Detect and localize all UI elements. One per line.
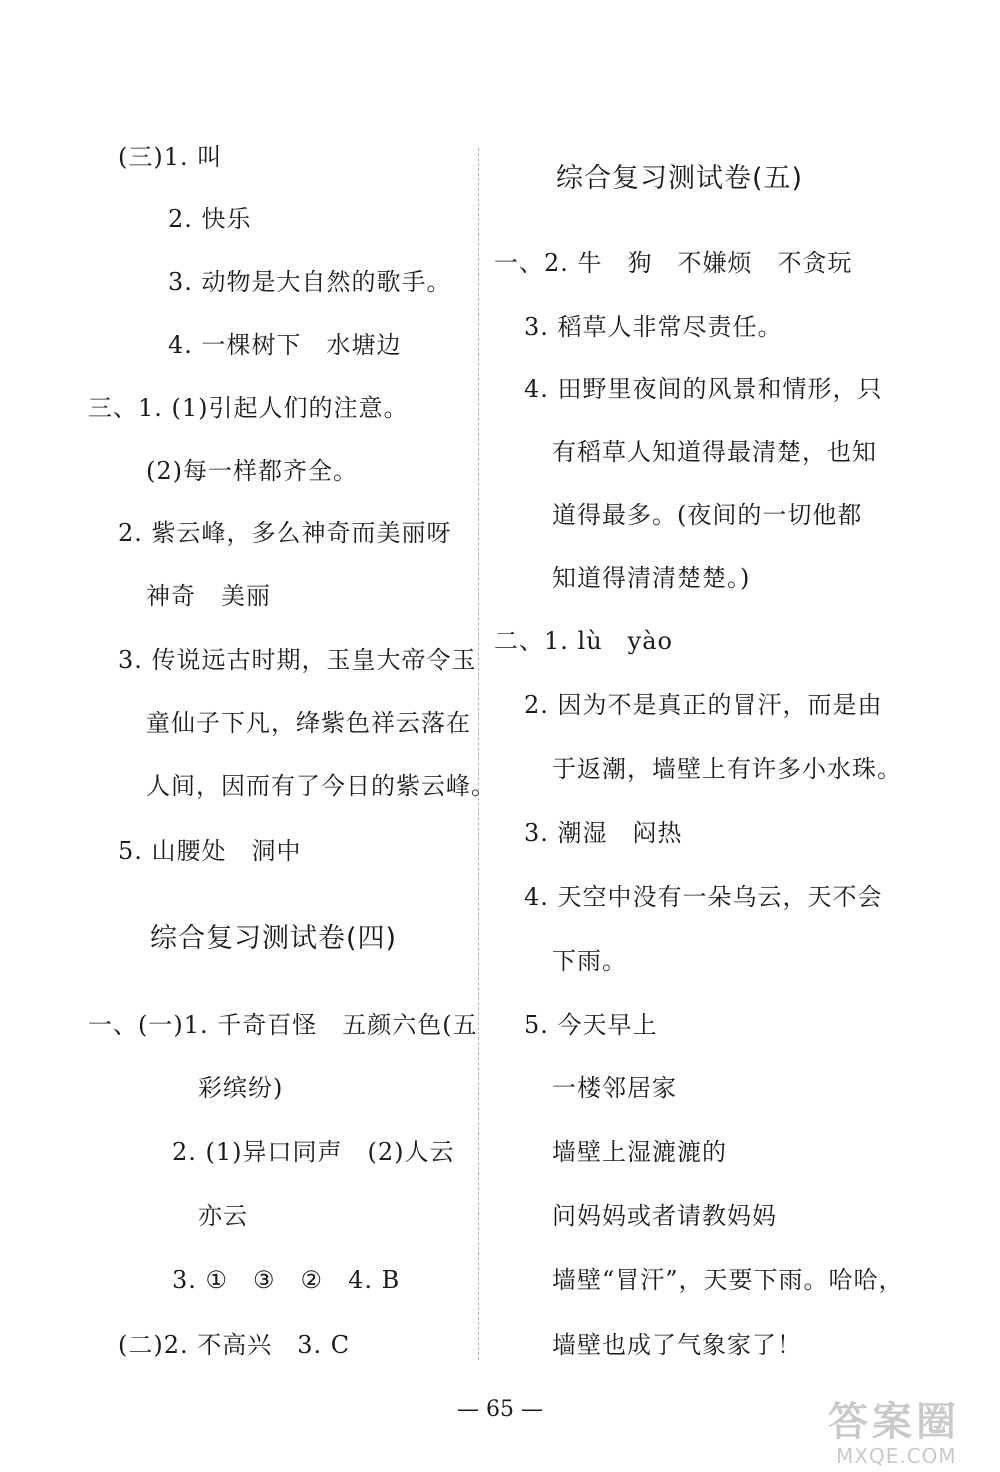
answer-line: 神奇 美丽: [146, 582, 271, 610]
answer-line: 2. 快乐: [168, 205, 252, 233]
answer-line: 知道得清清楚楚。): [552, 564, 751, 592]
answer-line: (三)1. 叫: [118, 143, 223, 171]
answer-line: 于返潮，墙壁上有许多小水珠。: [552, 755, 902, 783]
section-title: 综合复习测试卷(五): [556, 163, 804, 194]
watermark-logo: 答案圈: [828, 1399, 960, 1445]
answer-line: 墙壁“冒汗”，天要下雨。哈哈，: [552, 1266, 904, 1294]
answer-line: 3. 稻草人非常尽责任。: [524, 313, 783, 341]
answer-line: 3. 潮湿 闷热: [524, 819, 683, 847]
answer-line: 下雨。: [552, 947, 627, 975]
page-number: — 65 —: [457, 1397, 543, 1422]
answer-line: 道得最多。(夜间的一切他都: [552, 501, 863, 529]
answer-line: 一、(一)1. 千奇百怪 五颜六色(五: [88, 1011, 478, 1039]
answer-line: (二)2. 不高兴 3. C: [118, 1331, 351, 1359]
answer-line: 5. 山腰处 洞中: [118, 837, 302, 865]
answer-line: 墙壁也成了气象家了！: [552, 1331, 802, 1359]
answer-line: 三、1. (1)引起人们的注意。: [88, 394, 409, 422]
answer-line: 二、1. lù yào: [494, 627, 673, 655]
column-divider: [478, 148, 479, 1360]
section-title: 综合复习测试卷(四): [150, 923, 398, 954]
answer-line: 3. 动物是大自然的歌手。: [168, 268, 452, 296]
answer-line: 一、2. 牛 狗 不嫌烦 不贪玩: [494, 249, 853, 277]
answer-line: 童仙子下凡，绛紫色祥云落在: [146, 709, 471, 737]
answer-line: 4. 田野里夜间的风景和情形，只: [524, 375, 883, 403]
answer-line: 4. 一棵树下 水塘边: [168, 331, 402, 359]
answer-line: 4. 天空中没有一朵乌云，天不会: [524, 883, 883, 911]
answer-line: 亦云: [198, 1202, 248, 1230]
answer-line: 2. 因为不是真正的冒汗，而是由: [524, 691, 883, 719]
answer-line: 有稻草人知道得最清楚，也知: [552, 438, 877, 466]
answer-line: 3. 传说远古时期，玉皇大帝令玉: [118, 646, 477, 674]
answer-line: (2)每一样都齐全。: [146, 457, 358, 485]
answer-line: 墙壁上湿漉漉的: [552, 1138, 727, 1166]
watermark-url: MXQE.COM: [836, 1444, 957, 1468]
answer-line: 彩缤纷): [198, 1074, 284, 1102]
answer-line: 5. 今天早上: [524, 1011, 658, 1039]
watermark: [810, 1400, 1000, 1472]
answer-line: 问妈妈或者请教妈妈: [552, 1202, 777, 1230]
answer-line: 人间，因而有了今日的紫云峰。: [146, 772, 496, 800]
answer-line: 一楼邻居家: [552, 1074, 677, 1102]
answer-line: 3. ① ③ ② 4. B: [172, 1266, 401, 1294]
answer-line: 2. (1)异口同声 (2)人云: [172, 1138, 455, 1166]
answer-line: 2. 紫云峰，多么神奇而美丽呀: [118, 519, 452, 547]
